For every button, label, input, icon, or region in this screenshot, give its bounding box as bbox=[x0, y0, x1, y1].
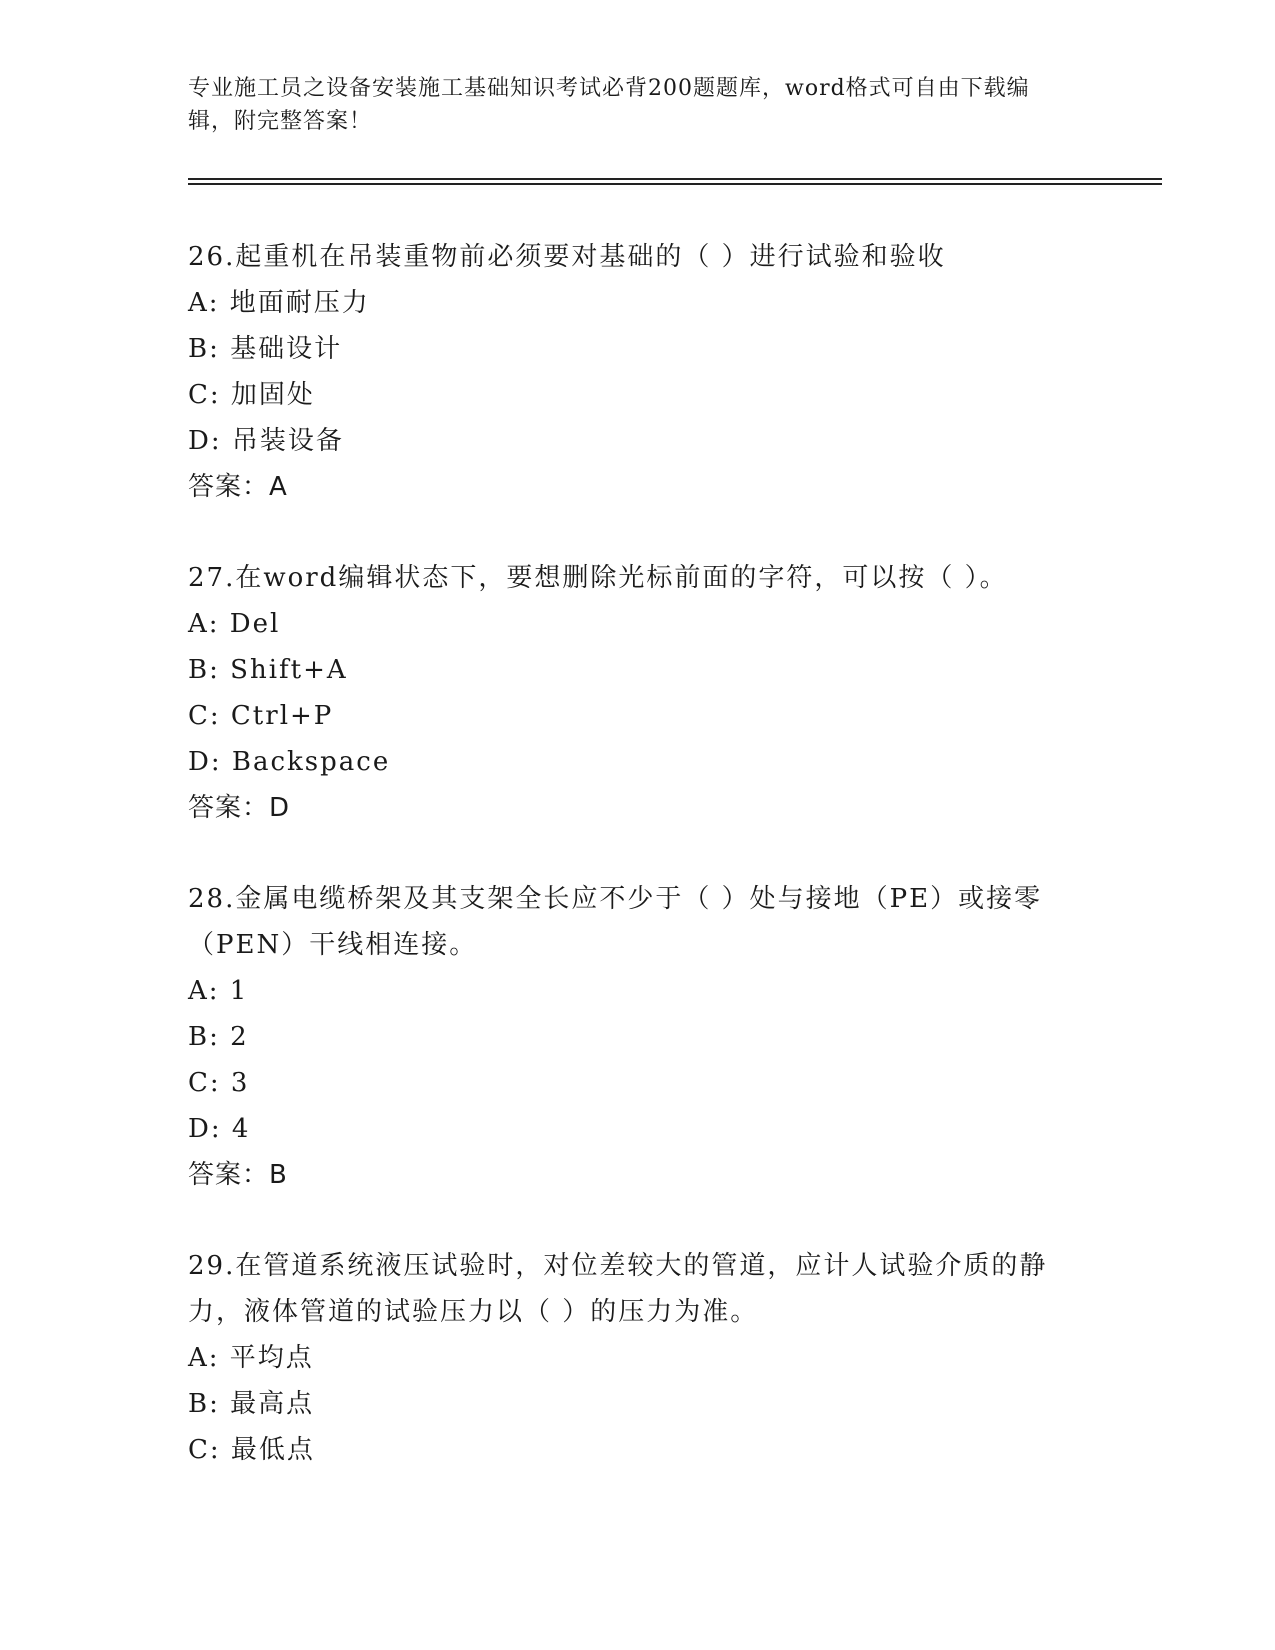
option-c: C: Ctrl+P bbox=[188, 701, 334, 731]
question-stem: 27.在word编辑状态下，要想删除光标前面的字符，可以按（ ）。 bbox=[188, 563, 1008, 593]
question-26 bbox=[188, 234, 1088, 510]
header-divider-bottom bbox=[188, 183, 1162, 185]
answer-line: 答案：D bbox=[188, 793, 291, 823]
option-c: C: 3 bbox=[188, 1068, 250, 1098]
option-a: A: Del bbox=[188, 609, 281, 639]
option-a: A: 平均点 bbox=[188, 1343, 314, 1373]
question-stem: 29.在管道系统液压试验时，对位差较大的管道，应计人试验介质的静力，液体管道的试验压力以（ ）的压力为准。 bbox=[188, 1251, 1048, 1327]
answer-line: 答案：A bbox=[188, 472, 288, 502]
option-b: B: 基础设计 bbox=[188, 334, 343, 364]
option-c: C: 最低点 bbox=[188, 1435, 315, 1465]
question-stem: 26.起重机在吊装重物前必须要对基础的（ ）进行试验和验收 bbox=[188, 242, 946, 272]
question-29 bbox=[188, 1243, 1088, 1473]
question-stem: 28.金属电缆桥架及其支架全长应不少于（ ）处与接地（PE）或接零（PEN）干线相连接。 bbox=[188, 884, 1043, 960]
header-divider-top bbox=[188, 178, 1162, 180]
option-a: A: 1 bbox=[188, 976, 249, 1006]
option-c: C: 加固处 bbox=[188, 380, 315, 410]
option-a: A: 地面耐压力 bbox=[188, 288, 370, 318]
option-d: D: Backspace bbox=[188, 747, 391, 777]
option-b: B: 2 bbox=[188, 1022, 249, 1052]
document-header: 专业施工员之设备安装施工基础知识考试必背200题题库，word格式可自由下载编辑，附完整答案！ bbox=[188, 76, 1030, 134]
question-list bbox=[188, 234, 1088, 1518]
option-d: D: 4 bbox=[188, 1114, 251, 1144]
answer-line: 答案：B bbox=[188, 1160, 288, 1190]
option-b: B: Shift+A bbox=[188, 655, 348, 685]
option-b: B: 最高点 bbox=[188, 1389, 315, 1419]
question-28 bbox=[188, 876, 1088, 1198]
question-27 bbox=[188, 555, 1088, 831]
option-d: D: 吊装设备 bbox=[188, 426, 344, 456]
